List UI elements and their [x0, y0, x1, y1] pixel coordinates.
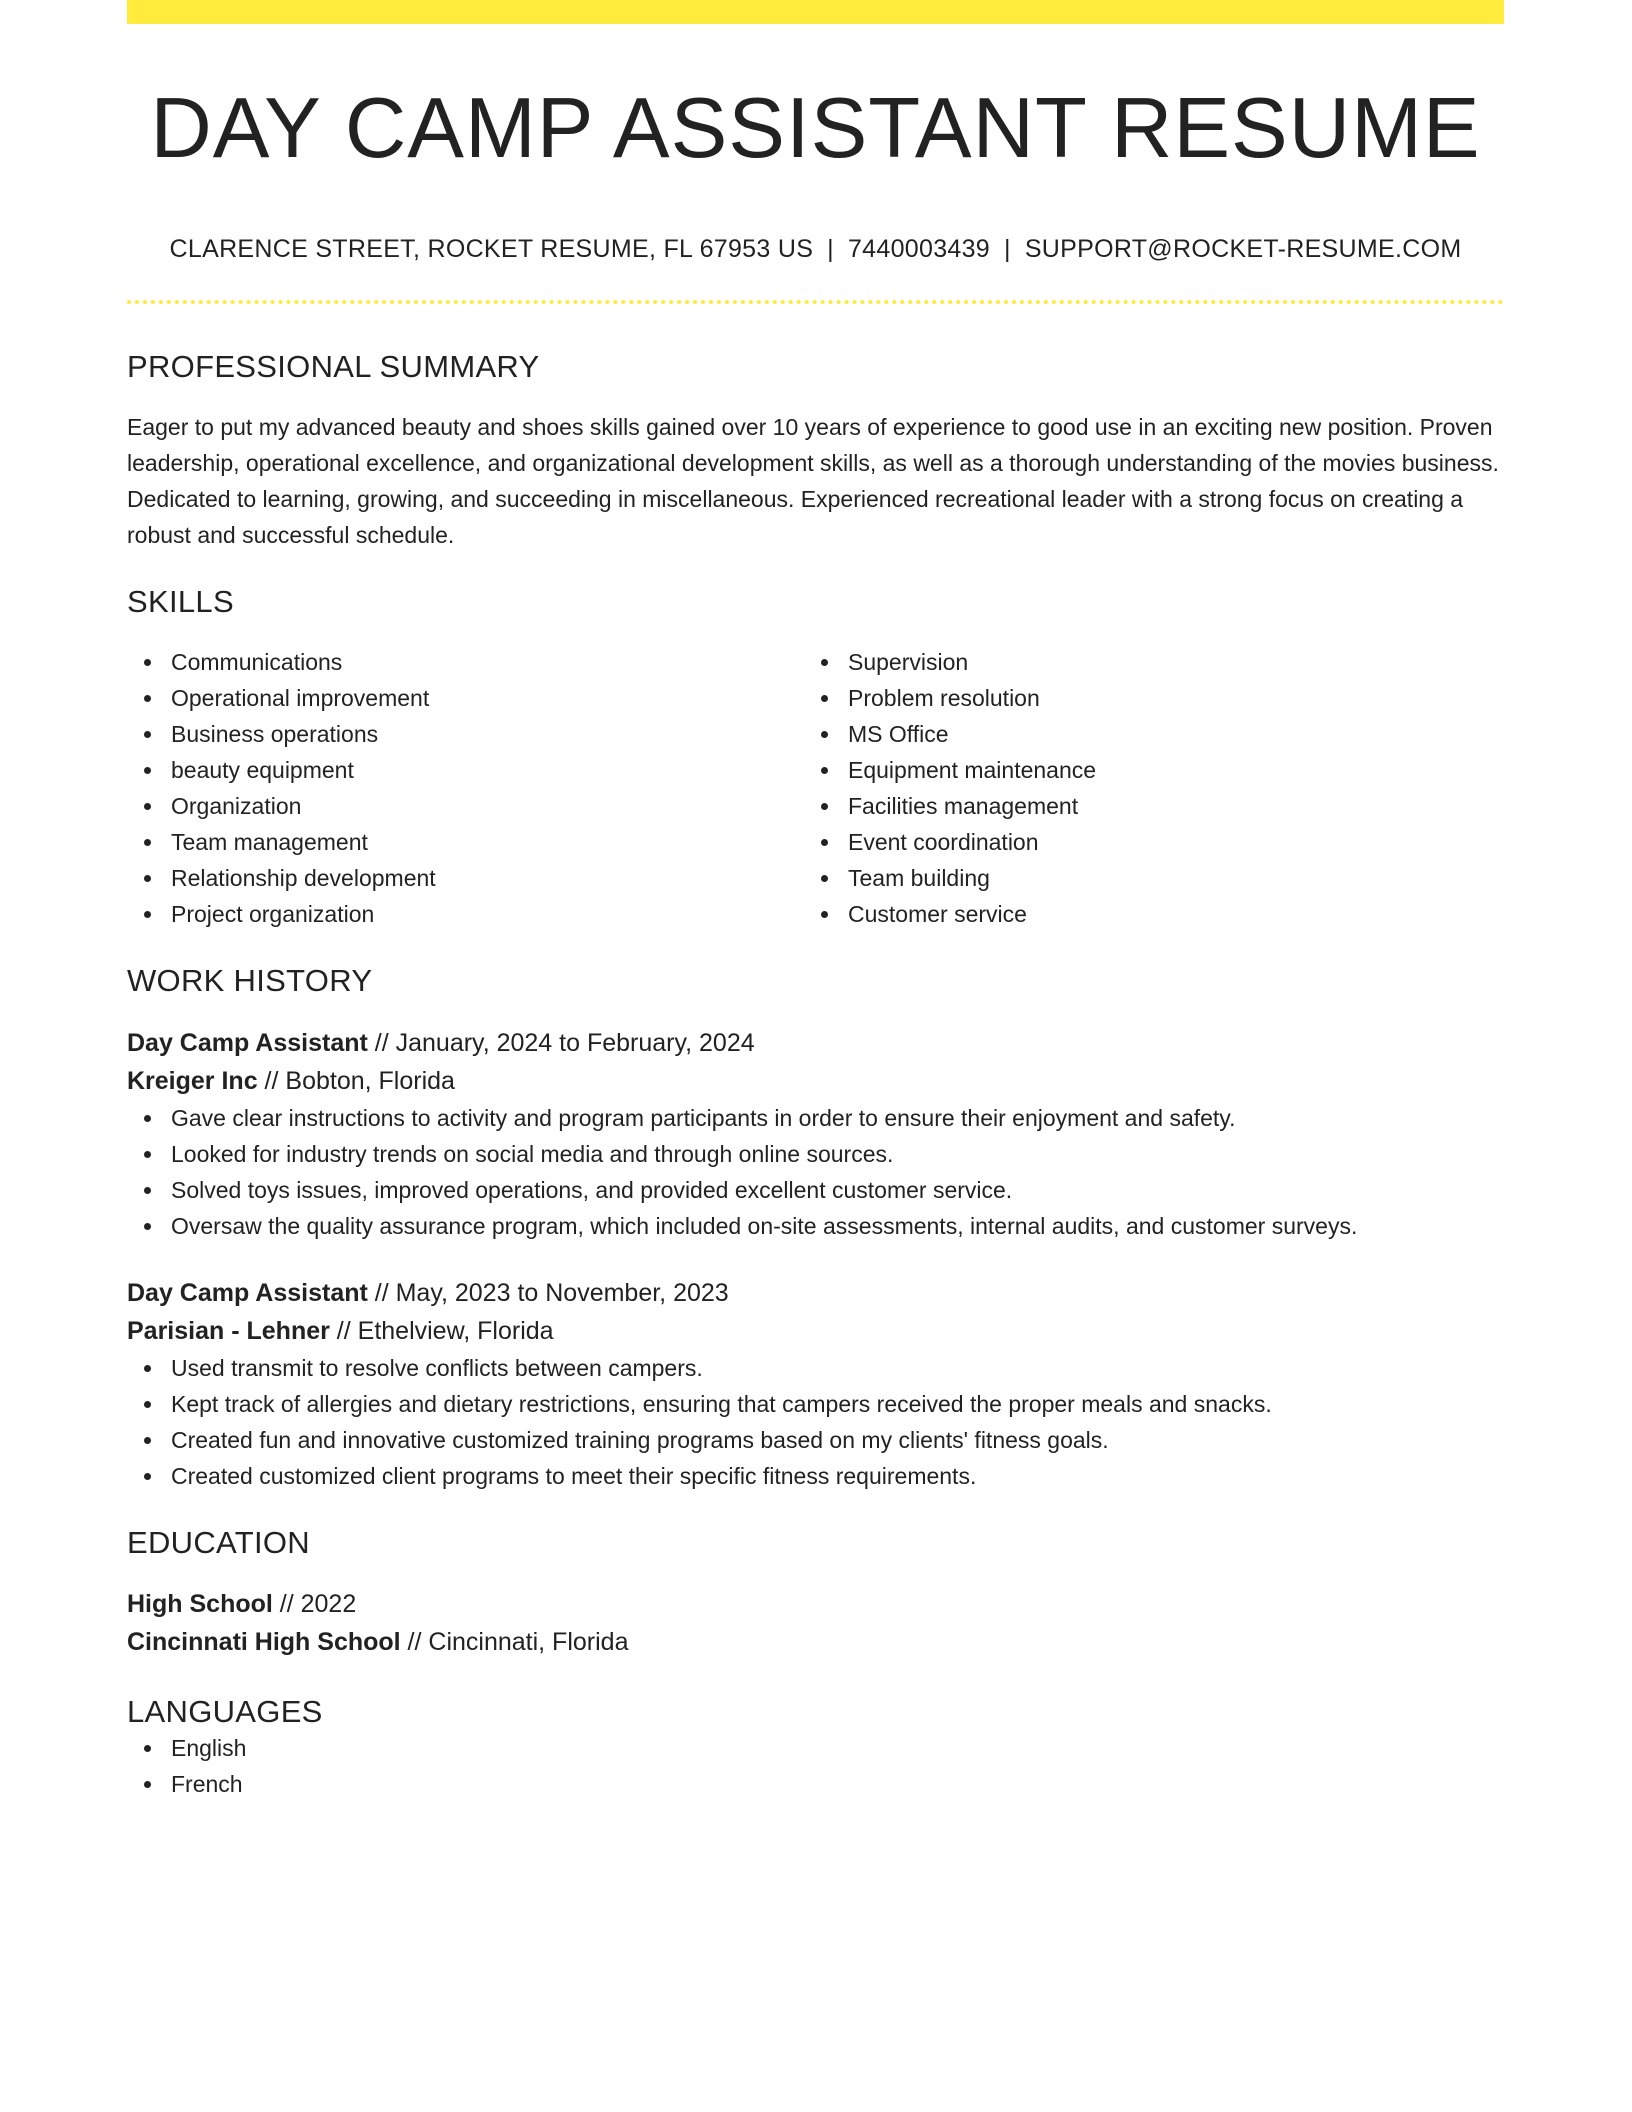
job-company: Kreiger Inc: [127, 1066, 258, 1095]
top-accent-bar: [127, 0, 1504, 24]
education-school-line: [127, 1623, 1504, 1661]
job-title-line: [127, 1024, 1504, 1062]
contact-address: CLARENCE STREET, ROCKET RESUME, FL 67953 US: [169, 235, 814, 263]
job-title: Day Camp Assistant: [127, 1278, 368, 1307]
job-duty: Gave clear instructions to activity and program participants in order to ensure their enjoyment and safety.: [127, 1100, 1504, 1136]
resume-title: DAY CAMP ASSISTANT RESUME: [150, 81, 1481, 176]
job-duty: Kept track of allergies and dietary restrictions, ensuring that campers received the proper meals and snacks.: [127, 1386, 1504, 1422]
job-dates: // January, 2024 to February, 2024: [367, 1028, 755, 1057]
language-item: French: [127, 1766, 1504, 1802]
job-location: // Bobton, Florida: [257, 1066, 455, 1095]
contact-line: [127, 234, 1504, 264]
job-title-line: [127, 1274, 1504, 1312]
skill-item: beauty equipment: [127, 752, 804, 788]
job-duty: Created customized client programs to meet their specific fitness requirements.: [127, 1458, 1504, 1494]
contact-separator: |: [827, 235, 834, 263]
section-heading-summary: PROFESSIONAL SUMMARY: [127, 349, 540, 384]
skill-item: Facilities management: [804, 788, 1481, 824]
job-duty: Created fun and innovative customized training programs based on my clients' fitness goals.: [127, 1422, 1504, 1458]
skill-item: Team management: [127, 824, 804, 860]
section-heading-education: EDUCATION: [127, 1524, 310, 1560]
skills-list-left: [127, 644, 804, 932]
education-school: Cincinnati High School: [127, 1627, 401, 1656]
job-dates: // May, 2023 to November, 2023: [367, 1278, 729, 1307]
section-heading-work-history: WORK HISTORY: [127, 963, 373, 999]
resume-page: [127, 0, 1504, 1802]
skill-item: Operational improvement: [127, 680, 804, 716]
skills-list-right: [804, 644, 1481, 932]
job-title: Day Camp Assistant: [127, 1028, 368, 1057]
summary-text: Eager to put my advanced beauty and shoes skills gained over 10 years of experience to good use in an exciting new position. Proven leadership, operational excellence, and organizational development skills, as well as a thorough understanding of the movies business. Dedicated to learning, growing, and succeeding in miscellaneous. Experienced recreational leader with a strong focus on creating a robust and successful schedule.: [127, 414, 1499, 549]
skill-item: Equipment maintenance: [804, 752, 1481, 788]
job-duties-list: [127, 1100, 1504, 1244]
skill-item: Project organization: [127, 896, 804, 932]
job-location: // Ethelview, Florida: [329, 1316, 554, 1345]
education-year: // 2022: [272, 1589, 357, 1618]
contact-separator: |: [1004, 235, 1011, 263]
skill-item: Organization: [127, 788, 804, 824]
skill-item: Communications: [127, 644, 804, 680]
skills-grid: [127, 644, 1504, 932]
job-company-line: [127, 1062, 1504, 1100]
skill-item: Event coordination: [804, 824, 1481, 860]
skill-item: Customer service: [804, 896, 1481, 932]
education-degree: High School: [127, 1589, 273, 1618]
language-item: English: [127, 1730, 1504, 1766]
education-entry: [127, 1585, 1504, 1661]
contact-phone: 7440003439: [847, 235, 991, 263]
skill-item: Business operations: [127, 716, 804, 752]
skill-item: MS Office: [804, 716, 1481, 752]
job-duties-list: [127, 1350, 1504, 1494]
job-duty: Used transmit to resolve conflicts between campers.: [127, 1350, 1504, 1386]
job-duty: Looked for industry trends on social media and through online sources.: [127, 1136, 1504, 1172]
job-company-line: [127, 1312, 1504, 1350]
job-duty: Solved toys issues, improved operations, and provided excellent customer service.: [127, 1172, 1504, 1208]
job-entry: [127, 1274, 1504, 1494]
skill-item: Problem resolution: [804, 680, 1481, 716]
skill-item: Relationship development: [127, 860, 804, 896]
job-entry: [127, 1024, 1504, 1244]
job-duty: Oversaw the quality assurance program, which included on-site assessments, internal audits, and customer surveys.: [127, 1208, 1504, 1244]
section-heading-languages: LANGUAGES: [127, 1693, 323, 1729]
job-company: Parisian - Lehner: [127, 1316, 330, 1345]
languages-list: [127, 1730, 1504, 1802]
education-degree-line: [127, 1585, 1504, 1623]
dotted-divider: [127, 300, 1504, 304]
skill-item: Supervision: [804, 644, 1481, 680]
section-heading-skills: SKILLS: [127, 584, 234, 620]
education-location: // Cincinnati, Florida: [400, 1627, 629, 1656]
contact-email: SUPPORT@ROCKET-RESUME.COM: [1024, 235, 1462, 263]
skill-item: Team building: [804, 860, 1481, 896]
